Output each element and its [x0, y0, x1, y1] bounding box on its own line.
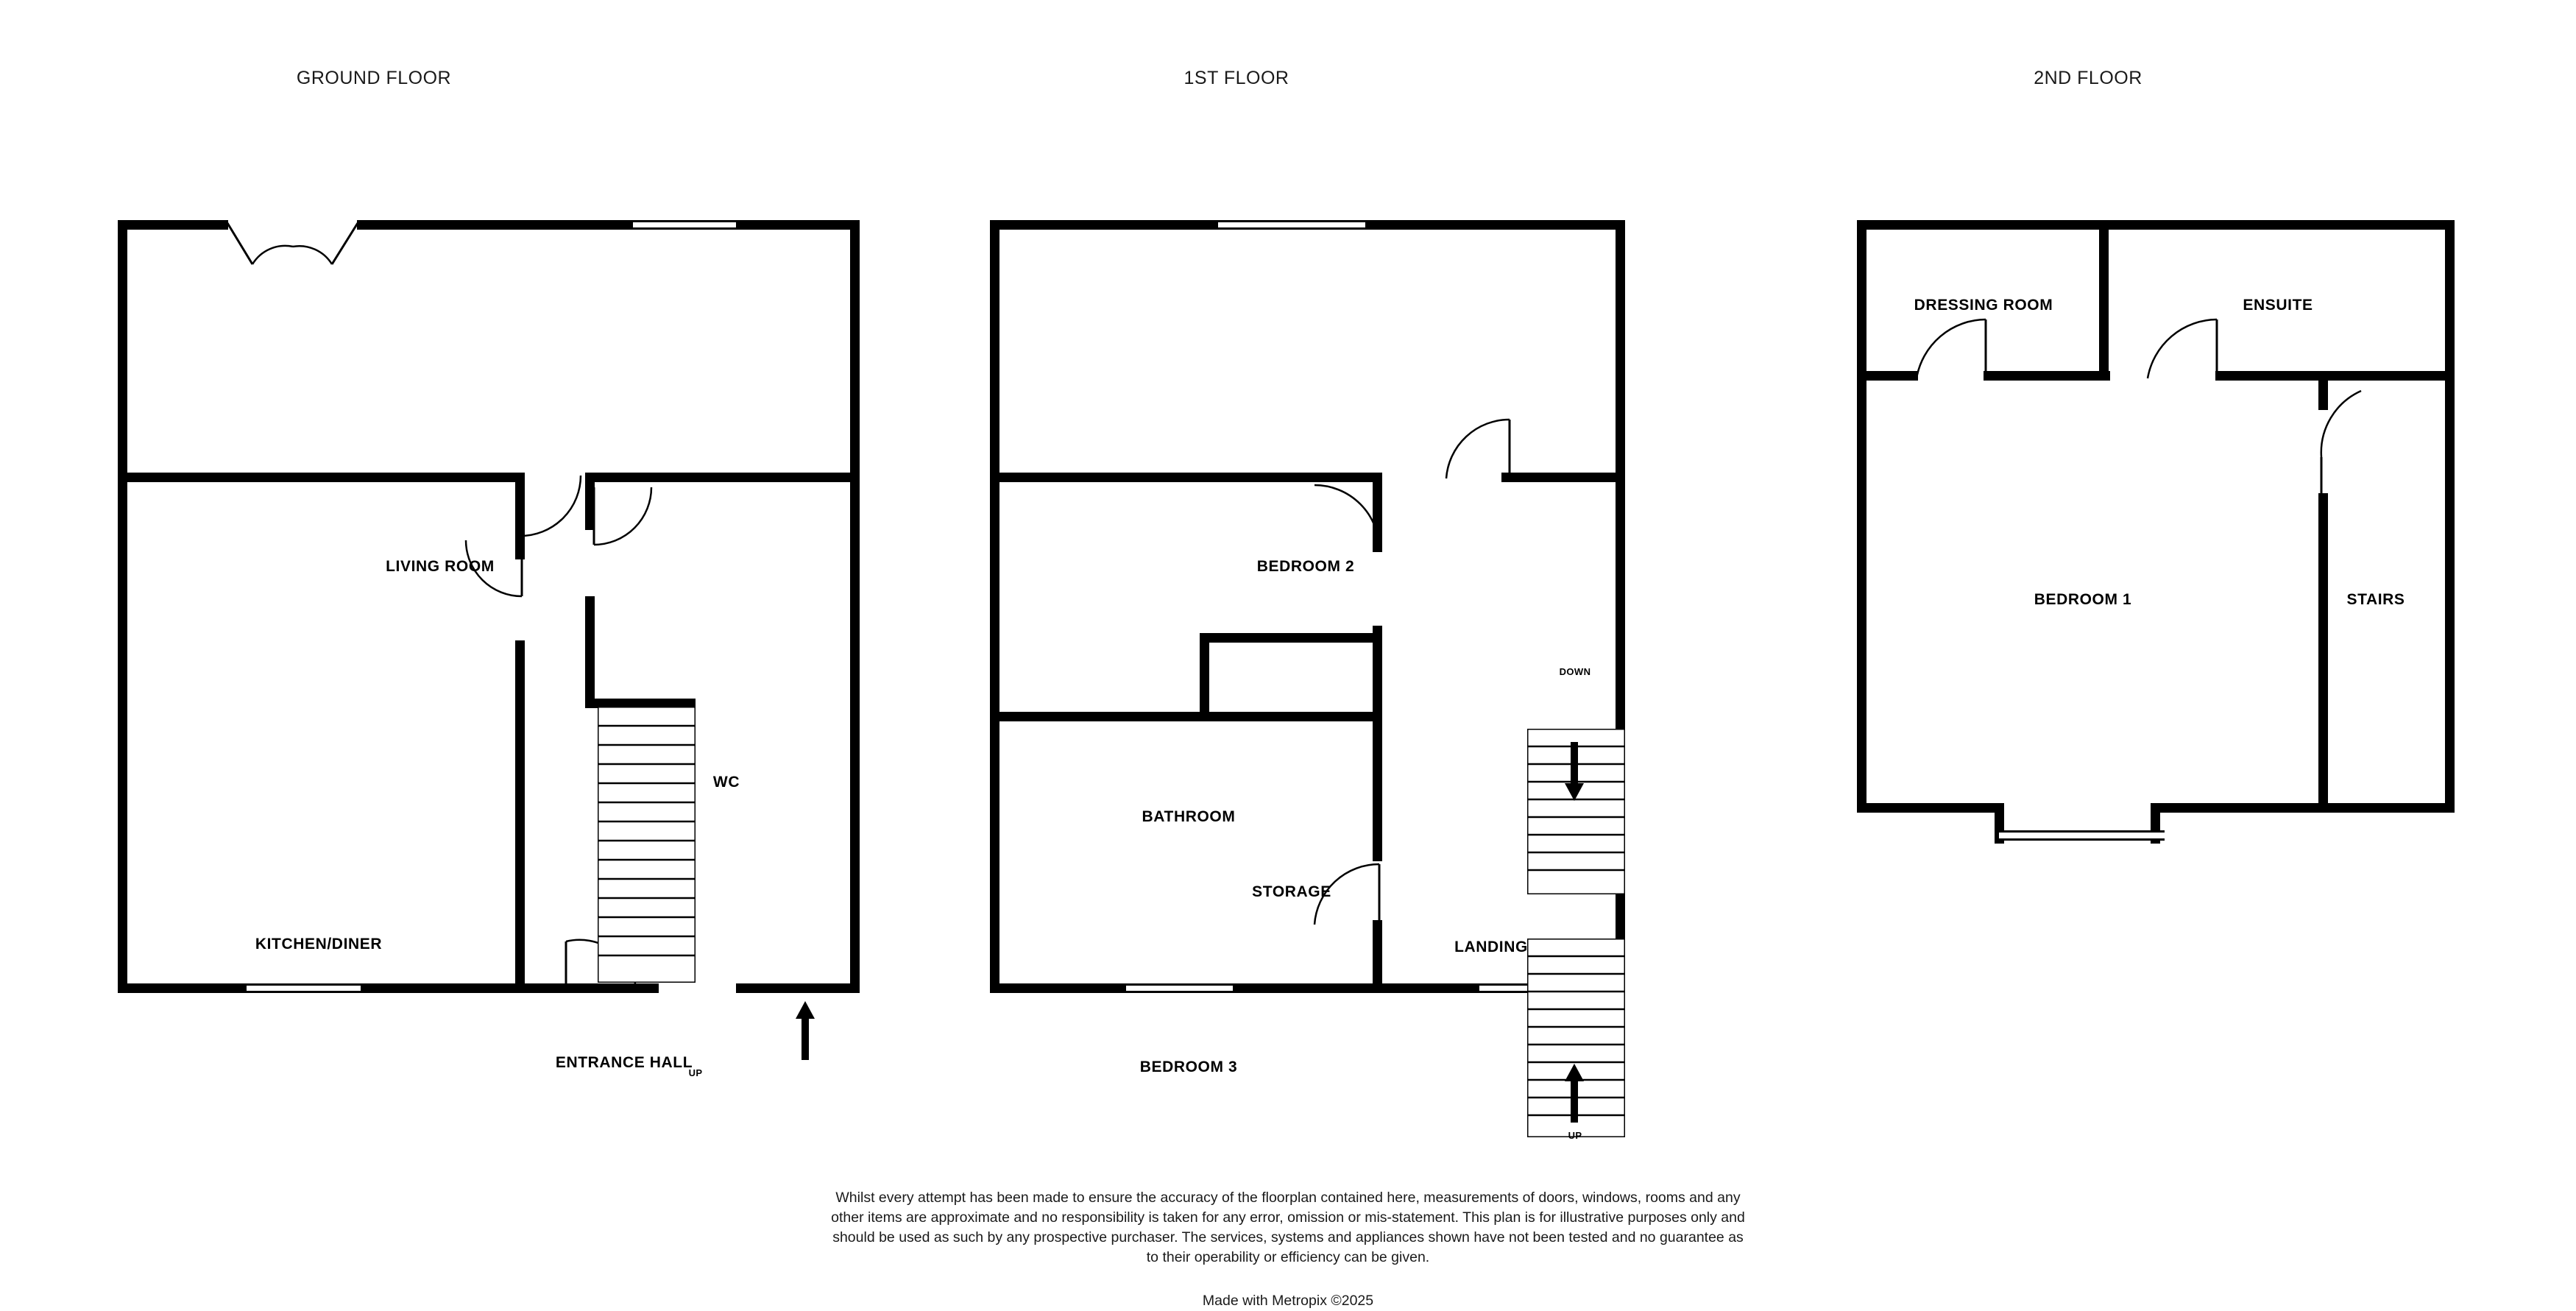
- window-bedroom3-rear: [1126, 983, 1233, 993]
- door-ensuite: [2106, 317, 2221, 383]
- room-label-landing: LANDING: [1454, 939, 1528, 955]
- wall-exterior-top-c: [736, 220, 860, 230]
- door-front-entrance-living: [223, 220, 363, 272]
- wall-landing-left-bottom: [1373, 920, 1382, 993]
- floorplan-second-floor: [1847, 213, 2466, 891]
- room-label-stairs: STAIRS: [2346, 591, 2405, 608]
- room-label-wc: WC: [712, 774, 740, 791]
- wall-exterior-top-a: [118, 220, 228, 230]
- wall-bedroom2-divider-a: [990, 473, 1382, 482]
- wall-living-kitchen-divider: [118, 473, 519, 482]
- door-stairs-bedroom1: [2296, 386, 2366, 497]
- room-label-bedroom-3: BEDROOM 3: [1139, 1059, 1238, 1075]
- wall-exterior-right: [2445, 220, 2455, 813]
- room-label-kitchen-diner: KITCHEN/DINER: [255, 936, 383, 953]
- window-bedroom1-rear: [1999, 830, 2165, 841]
- stair-label-up-ground: UP: [688, 1067, 703, 1078]
- floor-title-first: 1ST FLOOR: [1183, 68, 1289, 88]
- wall-exterior-bottom-a: [1857, 803, 2004, 813]
- wall-exterior-bottom-a: [990, 983, 1126, 993]
- door-dressing-room: [1912, 317, 1989, 383]
- wall-exterior-bottom-a: [118, 983, 247, 993]
- wall-dressing-bottom: [1857, 371, 1918, 381]
- credit-text: Made with Metropix ©2025: [1202, 1293, 1374, 1309]
- wall-wc-top: [585, 473, 860, 482]
- door-wc: [591, 484, 661, 554]
- floorplan-ground-floor: [114, 213, 762, 1078]
- wall-exterior-top-b: [357, 220, 633, 230]
- room-label-entrance-hall: ENTRANCE HALL: [555, 1054, 693, 1071]
- door-bathroom: [1309, 482, 1382, 556]
- wall-landing-left-lower: [1373, 729, 1382, 861]
- wall-exterior-top: [1857, 220, 2455, 230]
- wall-storage-left: [1200, 633, 1209, 721]
- room-label-dressing-room: DRESSING ROOM: [1914, 297, 2053, 314]
- room-label-bathroom: BATHROOM: [1142, 808, 1236, 825]
- wall-exterior-left: [990, 220, 999, 993]
- floorplan-first-floor: [986, 213, 1634, 1141]
- stair-label-up-first: UP: [1568, 1130, 1582, 1141]
- wall-bathroom-bottom: [990, 712, 1382, 721]
- wall-wc-left-lower: [585, 596, 595, 708]
- room-label-living-room: LIVING ROOM: [386, 558, 495, 575]
- floor-title-second: 2ND FLOOR: [2034, 68, 2142, 88]
- floor-title-ground: GROUND FLOOR: [296, 68, 452, 88]
- wall-stairs-divider: [2318, 493, 2328, 813]
- room-label-storage: STORAGE: [1252, 883, 1331, 900]
- stairs-ground-up: [598, 707, 696, 983]
- stair-direction-arrow-up-ground: [795, 1001, 815, 1060]
- wall-exterior-top-b: [1365, 220, 1625, 230]
- disclaimer-text: Whilst every attempt has been made to ensure the accuracy of the floorplan contained here, measurements of doors, windows, rooms and any other items are approximate and no responsibility is taken for any error, omission or mis-statement. This plan is for illustrative purposes only and should be used as such by any prospective purchaser. The services, systems and appliances shown have not been tested and no guarantee as to their operability or efficiency can be given.: [831, 1190, 1745, 1265]
- room-label-ensuite: ENSUITE: [2243, 297, 2313, 314]
- stair-direction-arrow-down-first: [1564, 742, 1585, 801]
- wall-storage-top: [1200, 633, 1382, 643]
- window-living-room-front: [633, 220, 736, 230]
- wall-exterior-right: [850, 220, 860, 993]
- wall-hall-left-lower: [515, 640, 525, 993]
- wall-exterior-bottom-b: [2160, 803, 2455, 813]
- door-bedroom2: [1380, 412, 1512, 482]
- room-label-bedroom-1: BEDROOM 1: [2034, 591, 2132, 608]
- window-kitchen-rear: [247, 983, 361, 993]
- wall-dressing-bottom-b: [1984, 371, 2110, 381]
- wall-exterior-bottom-c: [736, 983, 860, 993]
- wall-exterior-left: [1857, 220, 1866, 813]
- stair-label-down-first: DOWN: [1559, 666, 1591, 677]
- wall-exterior-bottom-b: [1233, 983, 1479, 993]
- door-hall-living: [517, 473, 591, 543]
- wall-ensuite-bottom: [2215, 371, 2455, 381]
- wall-bedroom2-divider-b: [1501, 473, 1625, 482]
- stair-direction-arrow-up-first: [1564, 1064, 1585, 1123]
- wall-exterior-left: [118, 220, 127, 993]
- window-bedroom2-front: [1218, 220, 1365, 230]
- wall-exterior-top-a: [990, 220, 1218, 230]
- room-label-bedroom-2: BEDROOM 2: [1256, 558, 1355, 575]
